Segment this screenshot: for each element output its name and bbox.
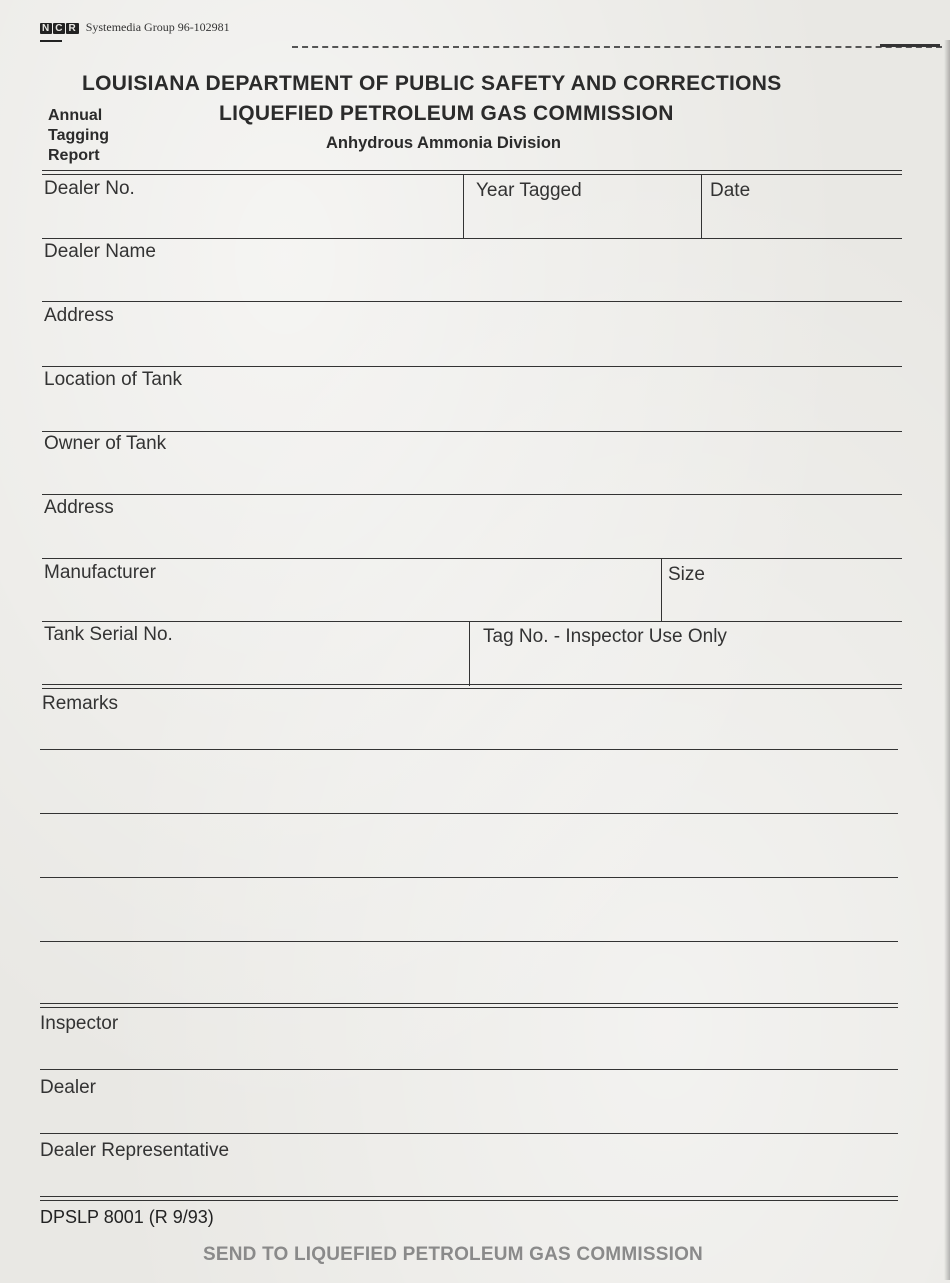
row-4-rule <box>42 431 902 432</box>
remarks-label: Remarks <box>42 693 119 714</box>
tank-serial-no-label: Tank Serial No. <box>44 624 173 645</box>
divider-tag <box>469 622 470 686</box>
location-of-tank-label: Location of Tank <box>44 369 183 390</box>
send-to-instruction: SEND TO LIQUEFIED PETROLEUM GAS COMMISSION <box>203 1244 703 1265</box>
divider-date <box>701 174 702 239</box>
remarks-line-3 <box>40 877 898 878</box>
dealer-name-label: Dealer Name <box>44 241 156 262</box>
form-code: DPSLP 8001 (R 9/93) <box>40 1207 214 1227</box>
remarks-line-4 <box>40 941 898 942</box>
remarks-line-1 <box>40 749 898 750</box>
size-label: Size <box>668 564 705 585</box>
department-title: LOUISIANA DEPARTMENT OF PUBLIC SAFETY AND CORRECTIONS <box>82 72 782 95</box>
commission-title: LIQUEFIED PETROLEUM GAS COMMISSION <box>219 102 674 125</box>
date-label: Date <box>710 180 751 201</box>
divider-year <box>463 174 464 239</box>
year-tagged-label: Year Tagged <box>476 180 582 201</box>
row-1-rule <box>42 238 902 239</box>
inspector-line <box>40 1069 898 1070</box>
report-label-tagging: Tagging <box>48 127 110 144</box>
dealer-label: Dealer <box>40 1077 96 1098</box>
dealer-representative-label: Dealer Representative <box>40 1140 230 1161</box>
owner-of-tank-label: Owner of Tank <box>44 433 167 454</box>
printer-line <box>40 20 230 35</box>
printer-text: Systemedia Group 96-102981 <box>85 20 230 34</box>
report-label-report: Report <box>48 147 100 164</box>
perforation-end <box>880 44 940 47</box>
manufacturer-label: Manufacturer <box>44 562 156 583</box>
row-5-rule <box>42 494 902 495</box>
header-double-rule <box>42 170 902 175</box>
division-title: Anhydrous Ammonia Division <box>326 134 561 152</box>
logo-underline <box>40 40 62 42</box>
footer-double-rule <box>40 1196 898 1201</box>
page-edge-shadow <box>944 40 950 1280</box>
row-6-rule <box>42 558 902 559</box>
dealer-line <box>40 1133 898 1134</box>
ncr-logo: N C R <box>42 23 77 34</box>
inspector-label: Inspector <box>40 1013 119 1034</box>
report-label-annual: Annual <box>48 107 103 124</box>
row-3-rule <box>42 366 902 367</box>
remarks-line-2 <box>40 813 898 814</box>
row-2-rule <box>42 301 902 302</box>
address-label-2: Address <box>44 497 114 518</box>
dealer-no-label: Dealer No. <box>44 178 135 199</box>
tag-no-label: Tag No. - Inspector Use Only <box>483 626 727 647</box>
perforation-line <box>292 46 942 48</box>
row-8-double-rule <box>42 684 902 689</box>
row-7-rule <box>42 621 902 622</box>
divider-size <box>661 558 662 622</box>
address-label-1: Address <box>44 305 114 326</box>
remarks-double-rule <box>40 1003 898 1008</box>
